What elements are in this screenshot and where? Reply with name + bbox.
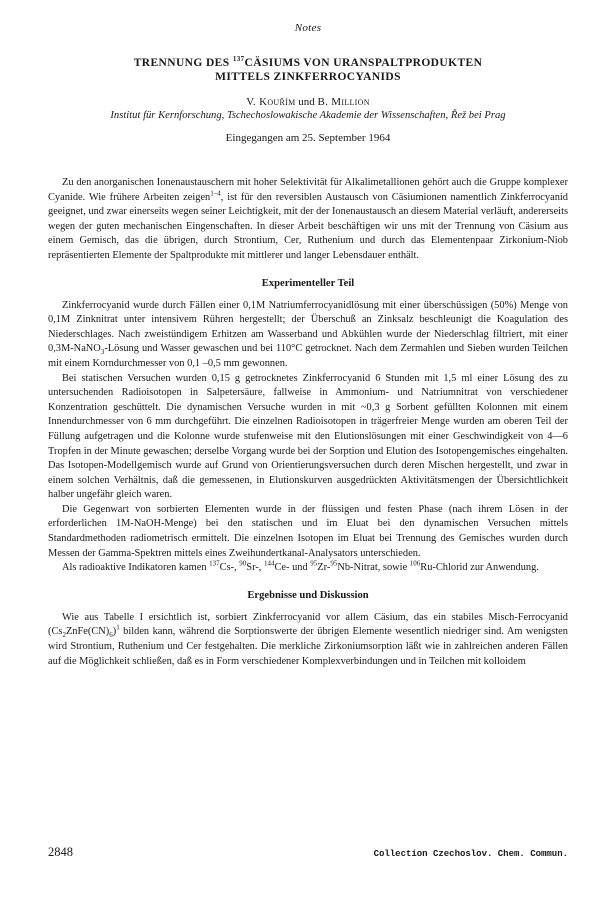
- page-number: 2848: [48, 845, 73, 859]
- intro-paragraph: Zu den anorganischen Ionenaustauschern mit hoher Selektivität für Alkalimetallionen gehört auch die Gruppe komplexer Cyanide. Wie frühere Arbeiten zeigen$^{1-4}$, ist für den reversiblen Austausch von Cäsiumionen namentlich Zinkferrocyanid geeignet, und zwar einerseits wegen seiner Leichtigkeit, mit der der Ionenaustausch an diesem Material verläuft, andererseits wegen der guten mechanischen Eingenschaften. In dieser Arbeit beschäftigen wir uns mit der Trennung von Cäsium aus einem Gemisch, das die übrigen, durch Strontium, Cer, Ruthenium und durch das Elementenpaar Zirkonium-Niob repräsentierten Elemente der Spaltprodukte mit mittlerer und langer Lebensdauer enthält.: [48, 177, 569, 261]
- running-head: Notes: [294, 22, 322, 34]
- title-line-1: TRENNUNG DES $^{137}$CÄSIUMS VON URANSPALTPRODUKTEN: [133, 55, 483, 69]
- author-1: V. Kouřím: [246, 96, 296, 108]
- heading-experimental: Experimenteller Teil: [261, 277, 355, 289]
- experimental-paragraph-4: Als radioaktive Indikatoren kamen $^{137}$Cs-, $^{90}$Sr-, $^{144}$Ce- und $^{95}$Zr-$^{95}$Nb-Nitrat, sowie $^{106}$Ru-Chlorid zur Anwendung.: [62, 559, 539, 574]
- page-footer: [48, 845, 568, 860]
- institute: Institut für Kernforschung, Tschechoslowakische Akademie der Wissenschaften, Řež bei Prag: [110, 110, 506, 121]
- experimental-paragraph-2: Bei statischen Versuchen wurden 0,15 g getrocknetes Zinkferrocyanid 6 Stunden mit 1,5 ml einer Lösung des zu untersuchenden Radioisotopen in Salpetersäure, fallweise in Ammonium- und Natriumnitrat von verschiedener Konzentration geschüttelt. Die dynamischen Versuche wurden in mit ~0,3 g Sorbent gefüllten Kolonnen mit einem Innendurchmesser von 6 mm durchgeführt. Die einzelnen Radioisotopen in trägerfreier Menge wurden am oberen Teil der Füllung aufgetragen und die Kolonne wurde stufenweise mit den Elutionslösungen mit einer Geschwindigkeit von 4—6 Tropfen in der Minute gewaschen; derselbe Vorgang wurde bei der Sorption und Elution des Isotopengemisches eingehalten. Das Isotopen-Modellgemisch wurde auf Grund von Orientierungsversuchen durch deren Mischen hergestellt, und zwar in einem solchen Verhältnis, daß die gemessenen, in Elutionskurven ausgedrückten Aktivitätsmengen der Übersichtlichkeit halber ungefähr gleich waren.: [48, 372, 568, 501]
- results-section: [48, 611, 568, 669]
- received-date: Eingegangen am 25. September 1964: [225, 132, 391, 144]
- title-line-2: MITTELS ZINKFERROCYANIDS: [215, 71, 401, 83]
- heading-results: Ergebnisse und Diskussion: [247, 589, 369, 601]
- experimental-section: [48, 299, 568, 576]
- article-title: [48, 56, 568, 84]
- intro-section: [48, 176, 568, 264]
- authors: V. Kouřím und B. Million: [246, 96, 370, 108]
- author-2: B. Million: [317, 96, 370, 108]
- journal-name: Collection Czechoslov. Chem. Commun.: [373, 849, 568, 859]
- results-paragraph-1: Wie aus Tabelle I ersichtlich ist, sorbiert Zinkferrocyanid vor allem Cäsium, das ein stabiles Misch-Ferrocyanid $(Cs_2ZnFe(CN)_6)^1$ bilden kann, während die Sorptionswerte der übrigen Elemente wesentlich niedriger sind. Am wenigsten wird Strontium, Ruthenium und Cer festgehalten. Die merkliche Zirkoniumsorption läßt wie in zahlreichen anderen Fällen auf die Möglichkeit schließen, daß es in Form verschiedener Komplexverbindungen und in Teilchen mit kolloidem: [48, 611, 568, 667]
- experimental-paragraph-1: Zinkferrocyanid wurde durch Fällen einer 0,1M Natriumferrocyanidlösung mit einer überschüssigen (50%) Menge von 0,1M Zinknitrat unter intensivem Rühren hergestellt; der Überschuß an Zinksalz beschleunigt die Koagulation des Niederschlages. Nach zweistündigem Erhitzen am Wasserband und Abkühlen wurde der Niederschlag filtriert, mit einer 0,3M-NaNO$_3$-Lösung und Wasser gewaschen und bei 110°C getrocknet. Nach dem Zermahlen und Sieben wurden Teilchen mit einem Korndurchmesser von 0,1 –0,5 mm gewonnen.: [48, 299, 568, 369]
- experimental-paragraph-3: Die Gegenwart von sorbierten Elementen wurde in der flüssigen und festen Phase (nach ihrem Lösen in der erforderlichen 1M-NaOH-Menge) bei den statischen und im Eluat bei den dynamischen Versuchen mittels Standardmethoden radiometrisch ermittelt. Die einzelnen Isotopen im Eluat bei Trennung des Gemisches wurden durch Messen der Gamma-Spektren mittels eines Zweihundertkanal-Analysators unterschieden.: [48, 503, 568, 559]
- reference-marker: 1–4: [210, 189, 221, 198]
